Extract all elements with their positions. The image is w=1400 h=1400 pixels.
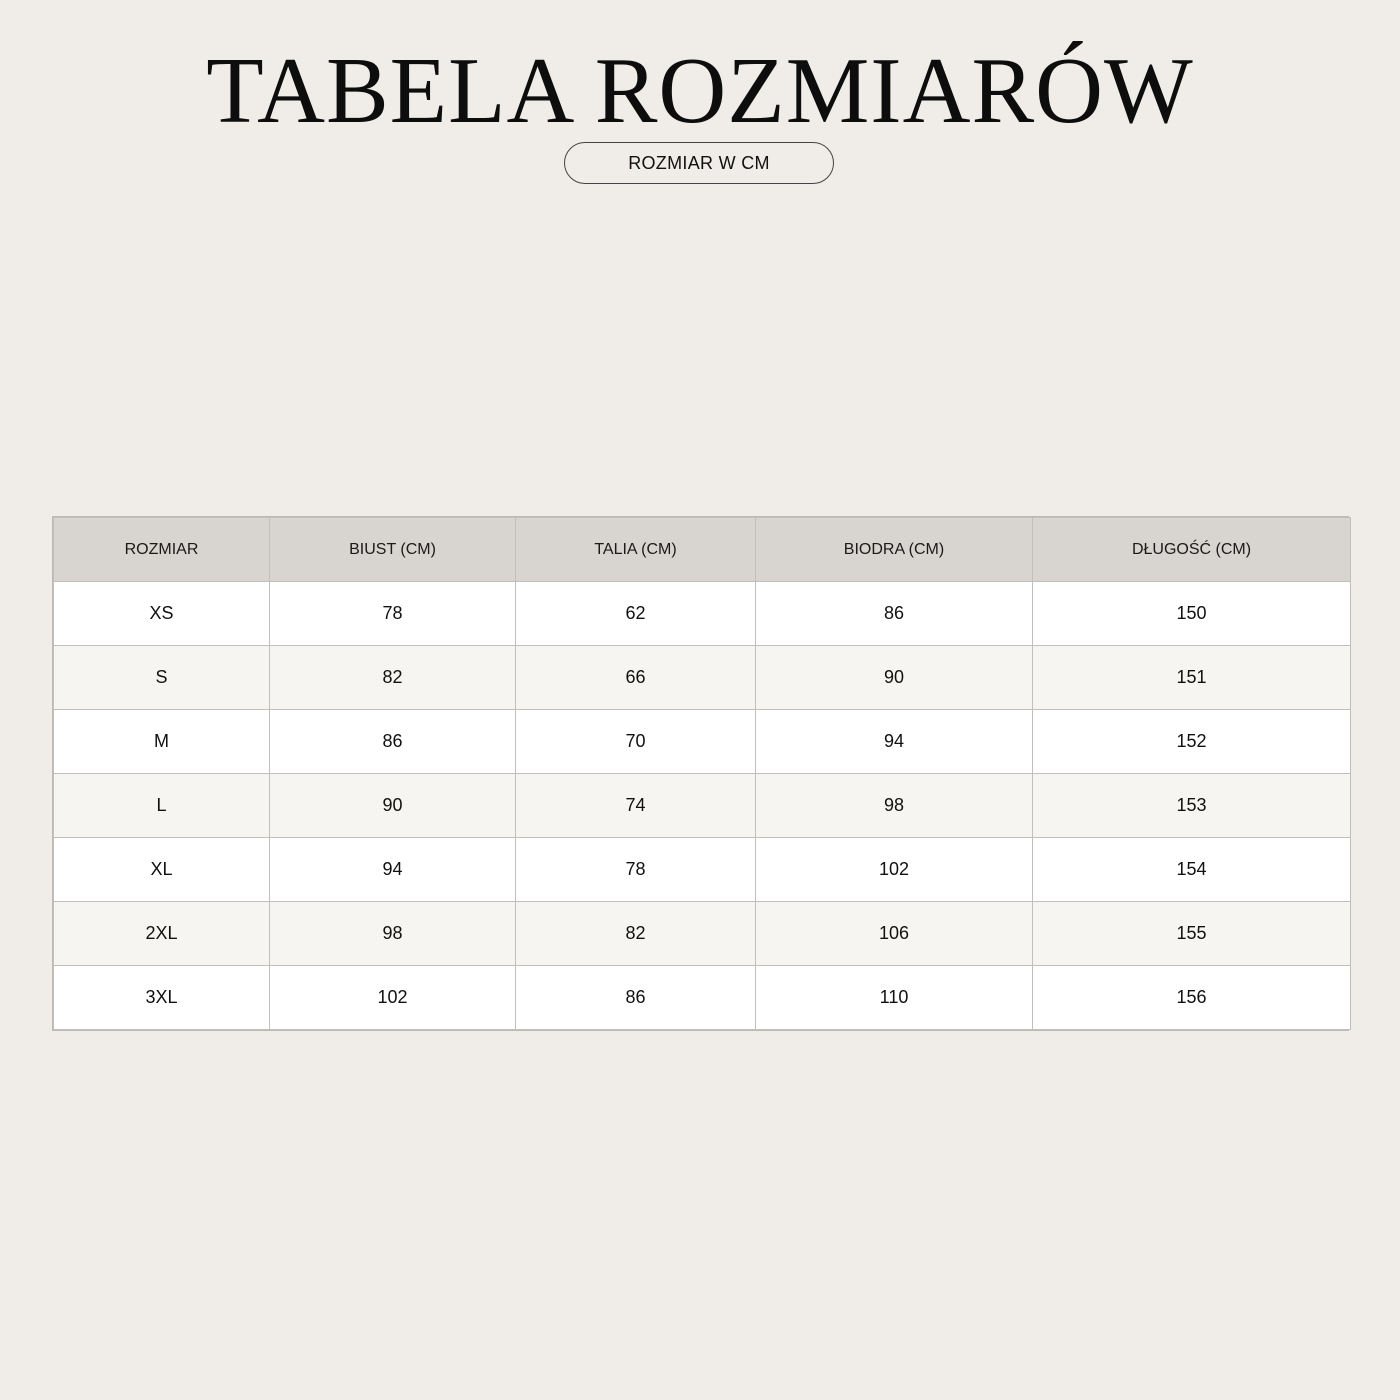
cell-size: XL xyxy=(54,838,270,902)
header-hips: BIODRA (CM) xyxy=(756,518,1033,582)
cell-waist: 78 xyxy=(516,838,756,902)
cell-hips: 106 xyxy=(756,902,1033,966)
table-row xyxy=(54,774,1351,838)
cell-length: 151 xyxy=(1033,646,1351,710)
cell-hips: 98 xyxy=(756,774,1033,838)
table-row xyxy=(54,646,1351,710)
table-header-row xyxy=(54,518,1351,582)
header-waist: TALIA (CM) xyxy=(516,518,756,582)
table-row xyxy=(54,966,1351,1030)
cell-length: 150 xyxy=(1033,582,1351,646)
page-title: TABELA ROZMIARÓW xyxy=(206,39,1194,143)
cell-bust: 98 xyxy=(270,902,516,966)
cell-waist: 86 xyxy=(516,966,756,1030)
cell-bust: 86 xyxy=(270,710,516,774)
cell-length: 154 xyxy=(1033,838,1351,902)
cell-bust: 78 xyxy=(270,582,516,646)
size-table-container xyxy=(52,516,1349,1031)
cell-bust: 94 xyxy=(270,838,516,902)
cell-waist: 66 xyxy=(516,646,756,710)
cell-waist: 82 xyxy=(516,902,756,966)
cell-waist: 62 xyxy=(516,582,756,646)
cell-waist: 70 xyxy=(516,710,756,774)
cell-size: XS xyxy=(54,582,270,646)
cell-bust: 102 xyxy=(270,966,516,1030)
cell-hips: 86 xyxy=(756,582,1033,646)
table-row xyxy=(54,710,1351,774)
units-badge-label: ROZMIAR W CM xyxy=(628,152,770,173)
size-table xyxy=(53,517,1351,1030)
cell-hips: 94 xyxy=(756,710,1033,774)
cell-hips: 102 xyxy=(756,838,1033,902)
table-row xyxy=(54,582,1351,646)
header-length: DŁUGOŚĆ (CM) xyxy=(1033,518,1351,582)
cell-length: 156 xyxy=(1033,966,1351,1030)
header-size: ROZMIAR xyxy=(54,518,270,582)
table-row xyxy=(54,838,1351,902)
cell-bust: 90 xyxy=(270,774,516,838)
cell-size: M xyxy=(54,710,270,774)
cell-size: L xyxy=(54,774,270,838)
cell-size: 3XL xyxy=(54,966,270,1030)
cell-length: 152 xyxy=(1033,710,1351,774)
cell-length: 155 xyxy=(1033,902,1351,966)
table-row xyxy=(54,902,1351,966)
cell-hips: 90 xyxy=(756,646,1033,710)
header-bust: BIUST (CM) xyxy=(270,518,516,582)
cell-size: 2XL xyxy=(54,902,270,966)
cell-waist: 74 xyxy=(516,774,756,838)
units-badge xyxy=(564,142,834,184)
cell-hips: 110 xyxy=(756,966,1033,1030)
cell-bust: 82 xyxy=(270,646,516,710)
cell-size: S xyxy=(54,646,270,710)
cell-length: 153 xyxy=(1033,774,1351,838)
